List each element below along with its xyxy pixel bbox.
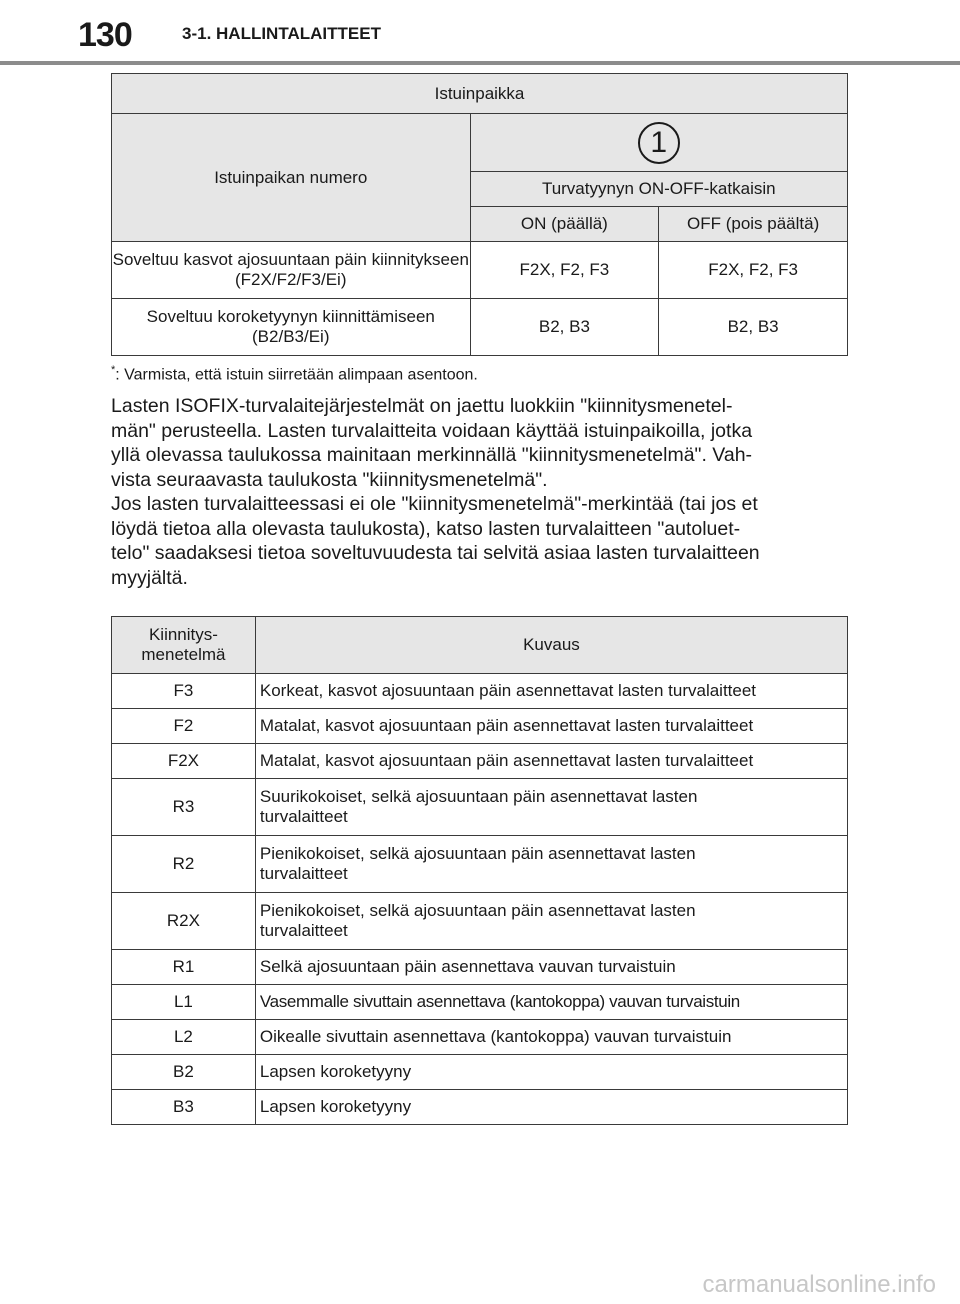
method-code: R1 xyxy=(112,950,256,985)
table-row xyxy=(112,1020,848,1055)
method-code: L1 xyxy=(112,985,256,1020)
method-description: Lapsen koroketyyny xyxy=(255,1090,847,1125)
table-row xyxy=(112,299,848,356)
method-description: Suurikokoiset, selkä ajosuuntaan päin asennettavat lasten turvalaitteet xyxy=(255,779,847,836)
method-code: R2X xyxy=(112,893,256,950)
method-code: F2 xyxy=(112,709,256,744)
row-on-value: F2X, F2, F3 xyxy=(470,242,659,299)
body-line: löydä tietoa alla olevasta taulukosta), katso lasten turvalaitteen "autoluet- xyxy=(111,517,741,540)
description-column-header: Kuvaus xyxy=(255,617,847,674)
footnote xyxy=(111,364,478,384)
method-description: Korkeat, kasvot ajosuuntaan päin asennettavat lasten turvalaitteet xyxy=(255,674,847,709)
row-off-value: F2X, F2, F3 xyxy=(659,242,848,299)
method-description: Matalat, kasvot ajosuuntaan päin asennettavat lasten turvalaitteet xyxy=(255,744,847,779)
method-description: Oikealle sivuttain asennettava (kantokoppa) vauvan turvaistuin xyxy=(255,1020,847,1055)
method-code: L2 xyxy=(112,1020,256,1055)
row-on-value: B2, B3 xyxy=(470,299,659,356)
seat-table-title: Istuinpaikka xyxy=(112,74,848,114)
table-row xyxy=(112,744,848,779)
method-description: Pienikokoiset, selkä ajosuuntaan päin asennettavat lasten turvalaitteet xyxy=(255,836,847,893)
seating-position-table xyxy=(111,73,848,356)
airbag-off-label: OFF (pois päältä) xyxy=(659,207,848,242)
body-line: myyjältä. xyxy=(111,566,188,589)
header-rule xyxy=(0,61,960,65)
body-line: Lasten ISOFIX-turvalaitejärjestelmät on jaettu luokkiin "kiinnitysmenetel- xyxy=(111,395,733,417)
table-row xyxy=(112,950,848,985)
method-description: Pienikokoiset, selkä ajosuuntaan päin asennettavat lasten turvalaitteet xyxy=(255,893,847,950)
attachment-method-table xyxy=(111,616,848,1125)
section-title: 3-1. HALLINTALAITTEET xyxy=(182,24,381,43)
table-row xyxy=(112,779,848,836)
table-row xyxy=(112,709,848,744)
method-code: R3 xyxy=(112,779,256,836)
method-code: B3 xyxy=(112,1090,256,1125)
watermark: carmanualsonline.info xyxy=(702,1271,936,1298)
row-off-value: B2, B3 xyxy=(659,299,848,356)
footnote-text: : Varmista, että istuin siirretään alimpaan asentoon. xyxy=(115,366,478,384)
body-line: telo" saadaksesi tietoa soveltuvuudesta tai selvitä asiaa lasten turvalaitteen xyxy=(111,542,760,564)
footnote-marker: * xyxy=(111,364,116,376)
row-label: Soveltuu koroketyynyn kiinnittämiseen (B2/B3/Ei) xyxy=(112,299,471,356)
airbag-on-label: ON (päällä) xyxy=(470,207,659,242)
method-code: F3 xyxy=(112,674,256,709)
method-code: R2 xyxy=(112,836,256,893)
method-code: F2X xyxy=(112,744,256,779)
table-row xyxy=(112,1055,848,1090)
method-description: Vasemmalle sivuttain asennettava (kantokoppa) vauvan turvaistuin xyxy=(255,985,847,1020)
body-paragraph xyxy=(111,394,871,590)
page-number: 130 xyxy=(78,16,132,54)
row-label: Soveltuu kasvot ajosuuntaan päin kiinnitykseen (F2X/F2/F3/Ei) xyxy=(112,242,471,299)
method-code: B2 xyxy=(112,1055,256,1090)
body-line: yllä olevassa taulukossa mainitaan merkinnällä "kiinnitysmenetelmä". Vah- xyxy=(111,444,753,466)
airbag-switch-label: Turvatyynyn ON-OFF-katkaisin xyxy=(470,172,847,207)
table-row xyxy=(112,242,848,299)
seat-number-label: Istuinpaikan numero xyxy=(112,114,471,242)
method-column-header: Kiinnitys- menetelmä xyxy=(112,617,256,674)
body-line: Jos lasten turvalaitteessasi ei ole "kiinnitysmenetelmä"-merkintää (tai jos et xyxy=(111,493,758,515)
table-row xyxy=(112,674,848,709)
body-line: män" perusteella. Lasten turvalaitteita voidaan käyttää istuinpaikoilla, jotka xyxy=(111,419,753,442)
seat-number-cell xyxy=(470,114,847,172)
method-description: Lapsen koroketyyny xyxy=(255,1055,847,1090)
seat-1-symbol: 1 xyxy=(638,122,680,164)
table-row xyxy=(112,985,848,1020)
table-row xyxy=(112,1090,848,1125)
body-line: vista seuraavasta taulukosta "kiinnitysmenetelmä". xyxy=(111,468,548,491)
table-row xyxy=(112,893,848,950)
method-description: Selkä ajosuuntaan päin asennettava vauvan turvaistuin xyxy=(255,950,847,985)
table-row xyxy=(112,836,848,893)
method-description: Matalat, kasvot ajosuuntaan päin asennettavat lasten turvalaitteet xyxy=(255,709,847,744)
